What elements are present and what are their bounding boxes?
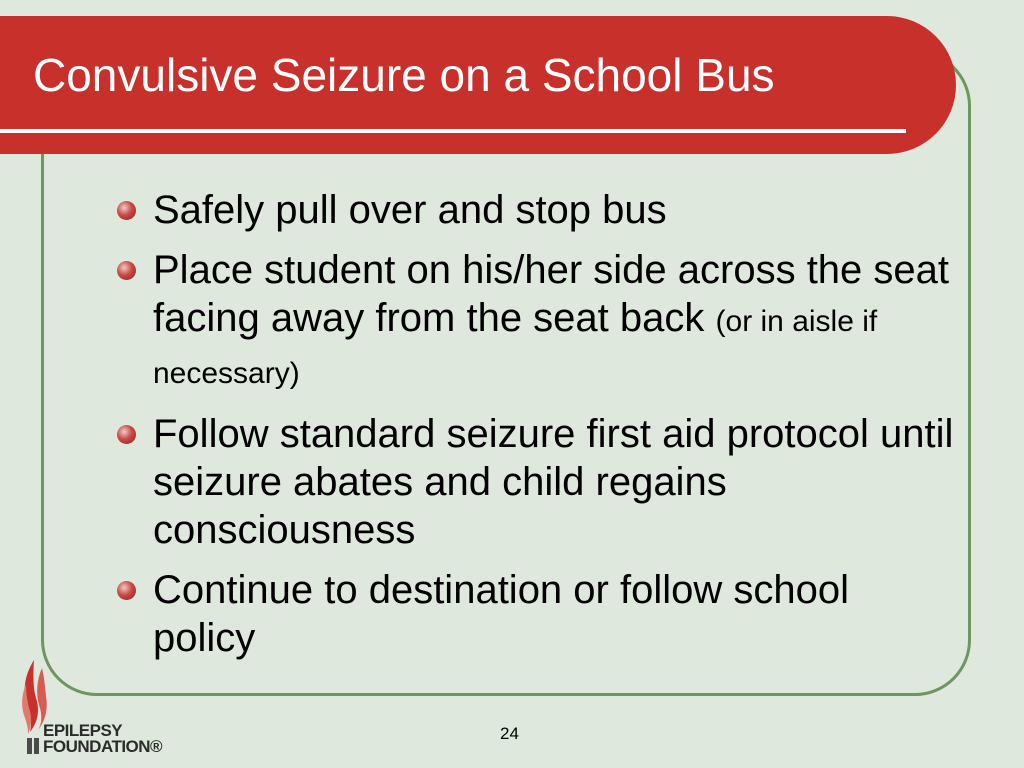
bullet-text: Continue to destination or follow school policy [153, 568, 849, 660]
bullet-dot-icon [117, 261, 136, 280]
bullet-item [117, 566, 957, 662]
logo-text-line1: EPILEPSY [43, 721, 123, 740]
bullet-dot-icon [117, 201, 136, 220]
slide-title: Convulsive Seizure on a School Bus [33, 49, 775, 101]
bullet-text: Safely pull over and stop bus [153, 188, 667, 232]
bullet-note: (or in aisle if necessary) [153, 305, 878, 390]
bullet-item [117, 246, 957, 398]
bullet-text: Follow standard seizure first aid protocol until seizure abates and child regains consciousness [153, 412, 954, 552]
bullet-dot-icon [117, 425, 136, 444]
title-rule [0, 129, 906, 133]
bullet-list [117, 186, 957, 674]
epilepsy-foundation-logo [18, 658, 198, 758]
logo-text-line2: FOUNDATION® [43, 737, 163, 756]
bullet-text: Place student on his/her side across the seat facing away from the seat back [153, 248, 950, 340]
bullet-item [117, 186, 957, 234]
page-number: 24 [500, 724, 519, 743]
bullet-item [117, 410, 957, 554]
bullet-dot-icon [117, 581, 136, 600]
